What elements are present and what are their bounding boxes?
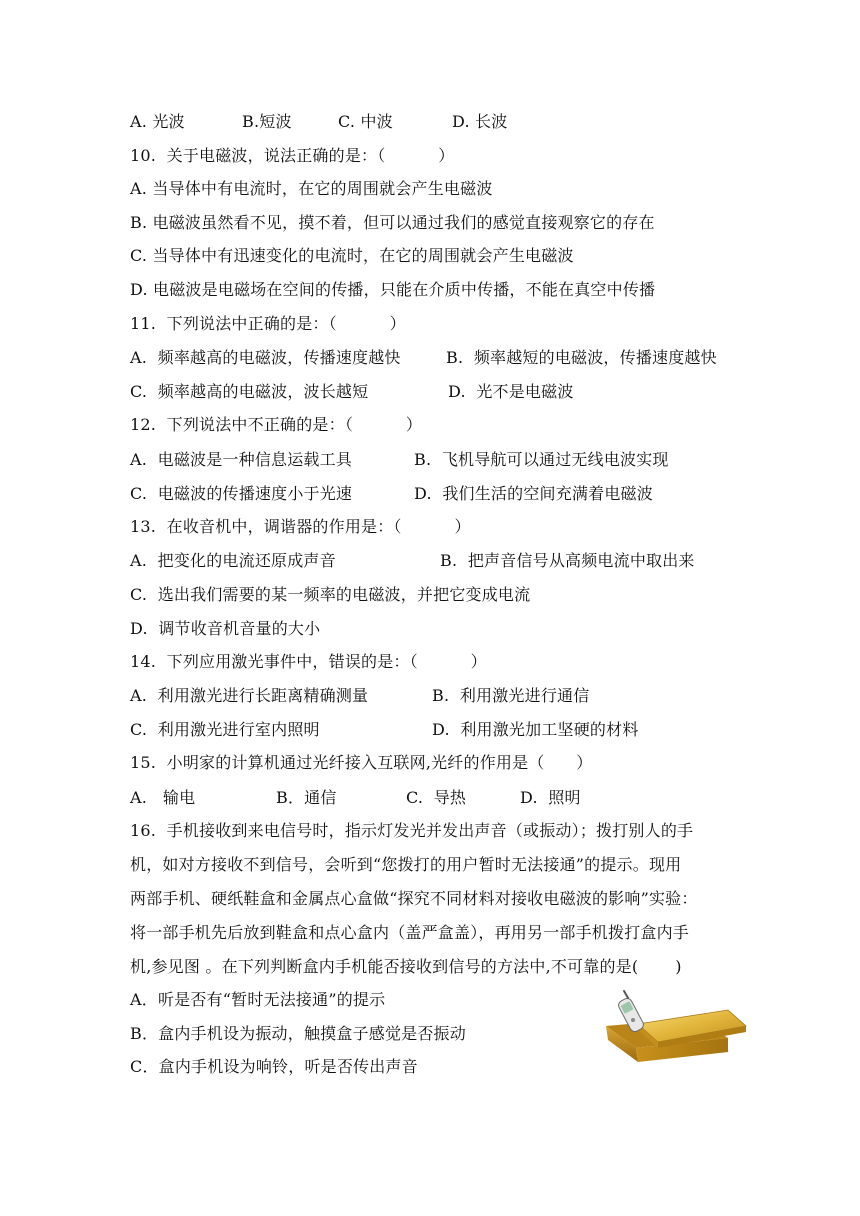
q15-option-c: C. 导热	[406, 788, 467, 807]
q15-option-d: D. 照明	[520, 788, 581, 807]
q9-option-a: A. 光波	[130, 112, 185, 131]
q15-option-b: B．通信	[276, 788, 337, 807]
q13-option-a: A. 把变化的电流还原成声音	[130, 551, 336, 570]
q14-options-row2	[130, 716, 639, 744]
q11-option-c: C. 频率越高的电磁波，波长越短	[130, 382, 369, 401]
q11-option-a: A. 频率越高的电磁波，传播速度越快	[130, 348, 401, 367]
phone-in-box-figure	[600, 988, 748, 1068]
q14-stem: 14. 下列应用激光事件中，错误的是：（ ）	[130, 652, 487, 671]
q12-options-row2	[130, 480, 653, 508]
q12-option-d: D. 我们生活的空间充满着电磁波	[414, 484, 653, 503]
q11-option-d: D. 光不是电磁波	[448, 382, 574, 401]
q11-options-row1	[130, 344, 717, 372]
q15-stem: 15. 小明家的计算机通过光纤接入互联网,光纤的作用是（ ）	[130, 753, 593, 772]
q9-option-b: B.短波	[242, 112, 292, 131]
q16-line-5: 机,参见图 。在下列判断盒内手机能否接收到信号的方法中,不可靠的是( )	[130, 957, 682, 976]
q14-option-a: A. 利用激光进行长距离精确测量	[130, 686, 369, 705]
q14-options-row1	[130, 682, 590, 710]
q15-option-a: A. 输电	[130, 788, 196, 807]
q10-option-c: C. 当导体中有迅速变化的电流时，在它的周围就会产生电磁波	[130, 246, 574, 265]
q16-line-2: 机，如对方接收不到信号，会听到“您拨打的用户暂时无法接通”的提示。现用	[130, 855, 682, 874]
q13-option-b: B. 把声音信号从高频电流中取出来	[440, 551, 695, 570]
q13-options-row1	[130, 547, 695, 575]
q12-options-row1	[130, 446, 669, 474]
q9-option-d: D. 长波	[452, 112, 508, 131]
q14-option-d: D. 利用激光加工坚硬的材料	[432, 720, 639, 739]
q16-option-a: A．听是否有“暂时无法接通”的提示	[130, 990, 386, 1009]
q12-option-b: B. 飞机导航可以通过无线电波实现	[414, 450, 669, 469]
q14-option-b: B. 利用激光进行通信	[432, 686, 590, 705]
q9-option-c: C. 中波	[338, 112, 393, 131]
q12-stem: 12. 下列说法中不正确的是：（ ）	[130, 415, 423, 434]
q12-option-c: C. 电磁波的传播速度小于光速	[130, 484, 353, 503]
q10-option-a: A. 当导体中有电流时，在它的周围就会产生电磁波	[130, 179, 493, 198]
q11-stem: 11. 下列说法中正确的是：（ ）	[130, 314, 406, 333]
q14-option-c: C. 利用激光进行室内照明	[130, 720, 320, 739]
q9-options-row	[130, 108, 508, 136]
q11-option-b: B. 频率越短的电磁波，传播速度越快	[446, 348, 717, 367]
q10-stem: 10. 关于电磁波，说法正确的是：（ ）	[130, 146, 455, 165]
q13-option-c: C. 选出我们需要的某一频率的电磁波，并把它变成电流	[130, 585, 531, 604]
q16-option-c: C．盒内手机设为响铃，听是否传出声音	[130, 1057, 418, 1076]
q15-options-row	[130, 784, 581, 812]
q13-option-d: D. 调节收音机音量的大小	[130, 619, 321, 638]
q11-options-row2	[130, 378, 574, 406]
q16-option-b: B．盒内手机设为振动，触摸盒子感觉是否振动	[130, 1024, 466, 1043]
q16-line-1: 16. 手机接收到来电信号时，指示灯发光并发出声音（或振动）；拨打别人的手	[130, 821, 694, 840]
q10-option-d: D. 电磁波是电磁场在空间的传播，只能在介质中传播，不能在真空中传播	[130, 280, 656, 299]
q16-line-3: 两部手机、硬纸鞋盒和金属点心盒做“探究不同材料对接收电磁波的影响”实验：	[130, 889, 698, 908]
q12-option-a: A. 电磁波是一种信息运载工具	[130, 450, 353, 469]
q10-option-b: B. 电磁波虽然看不见，摸不着，但可以通过我们的感觉直接观察它的存在	[130, 213, 655, 232]
q13-stem: 13. 在收音机中，调谐器的作用是：（ ）	[130, 517, 471, 536]
q16-line-4: 将一部手机先后放到鞋盒和点心盒内（盖严盒盖），再用另一部手机拨打盒内手	[130, 923, 690, 942]
